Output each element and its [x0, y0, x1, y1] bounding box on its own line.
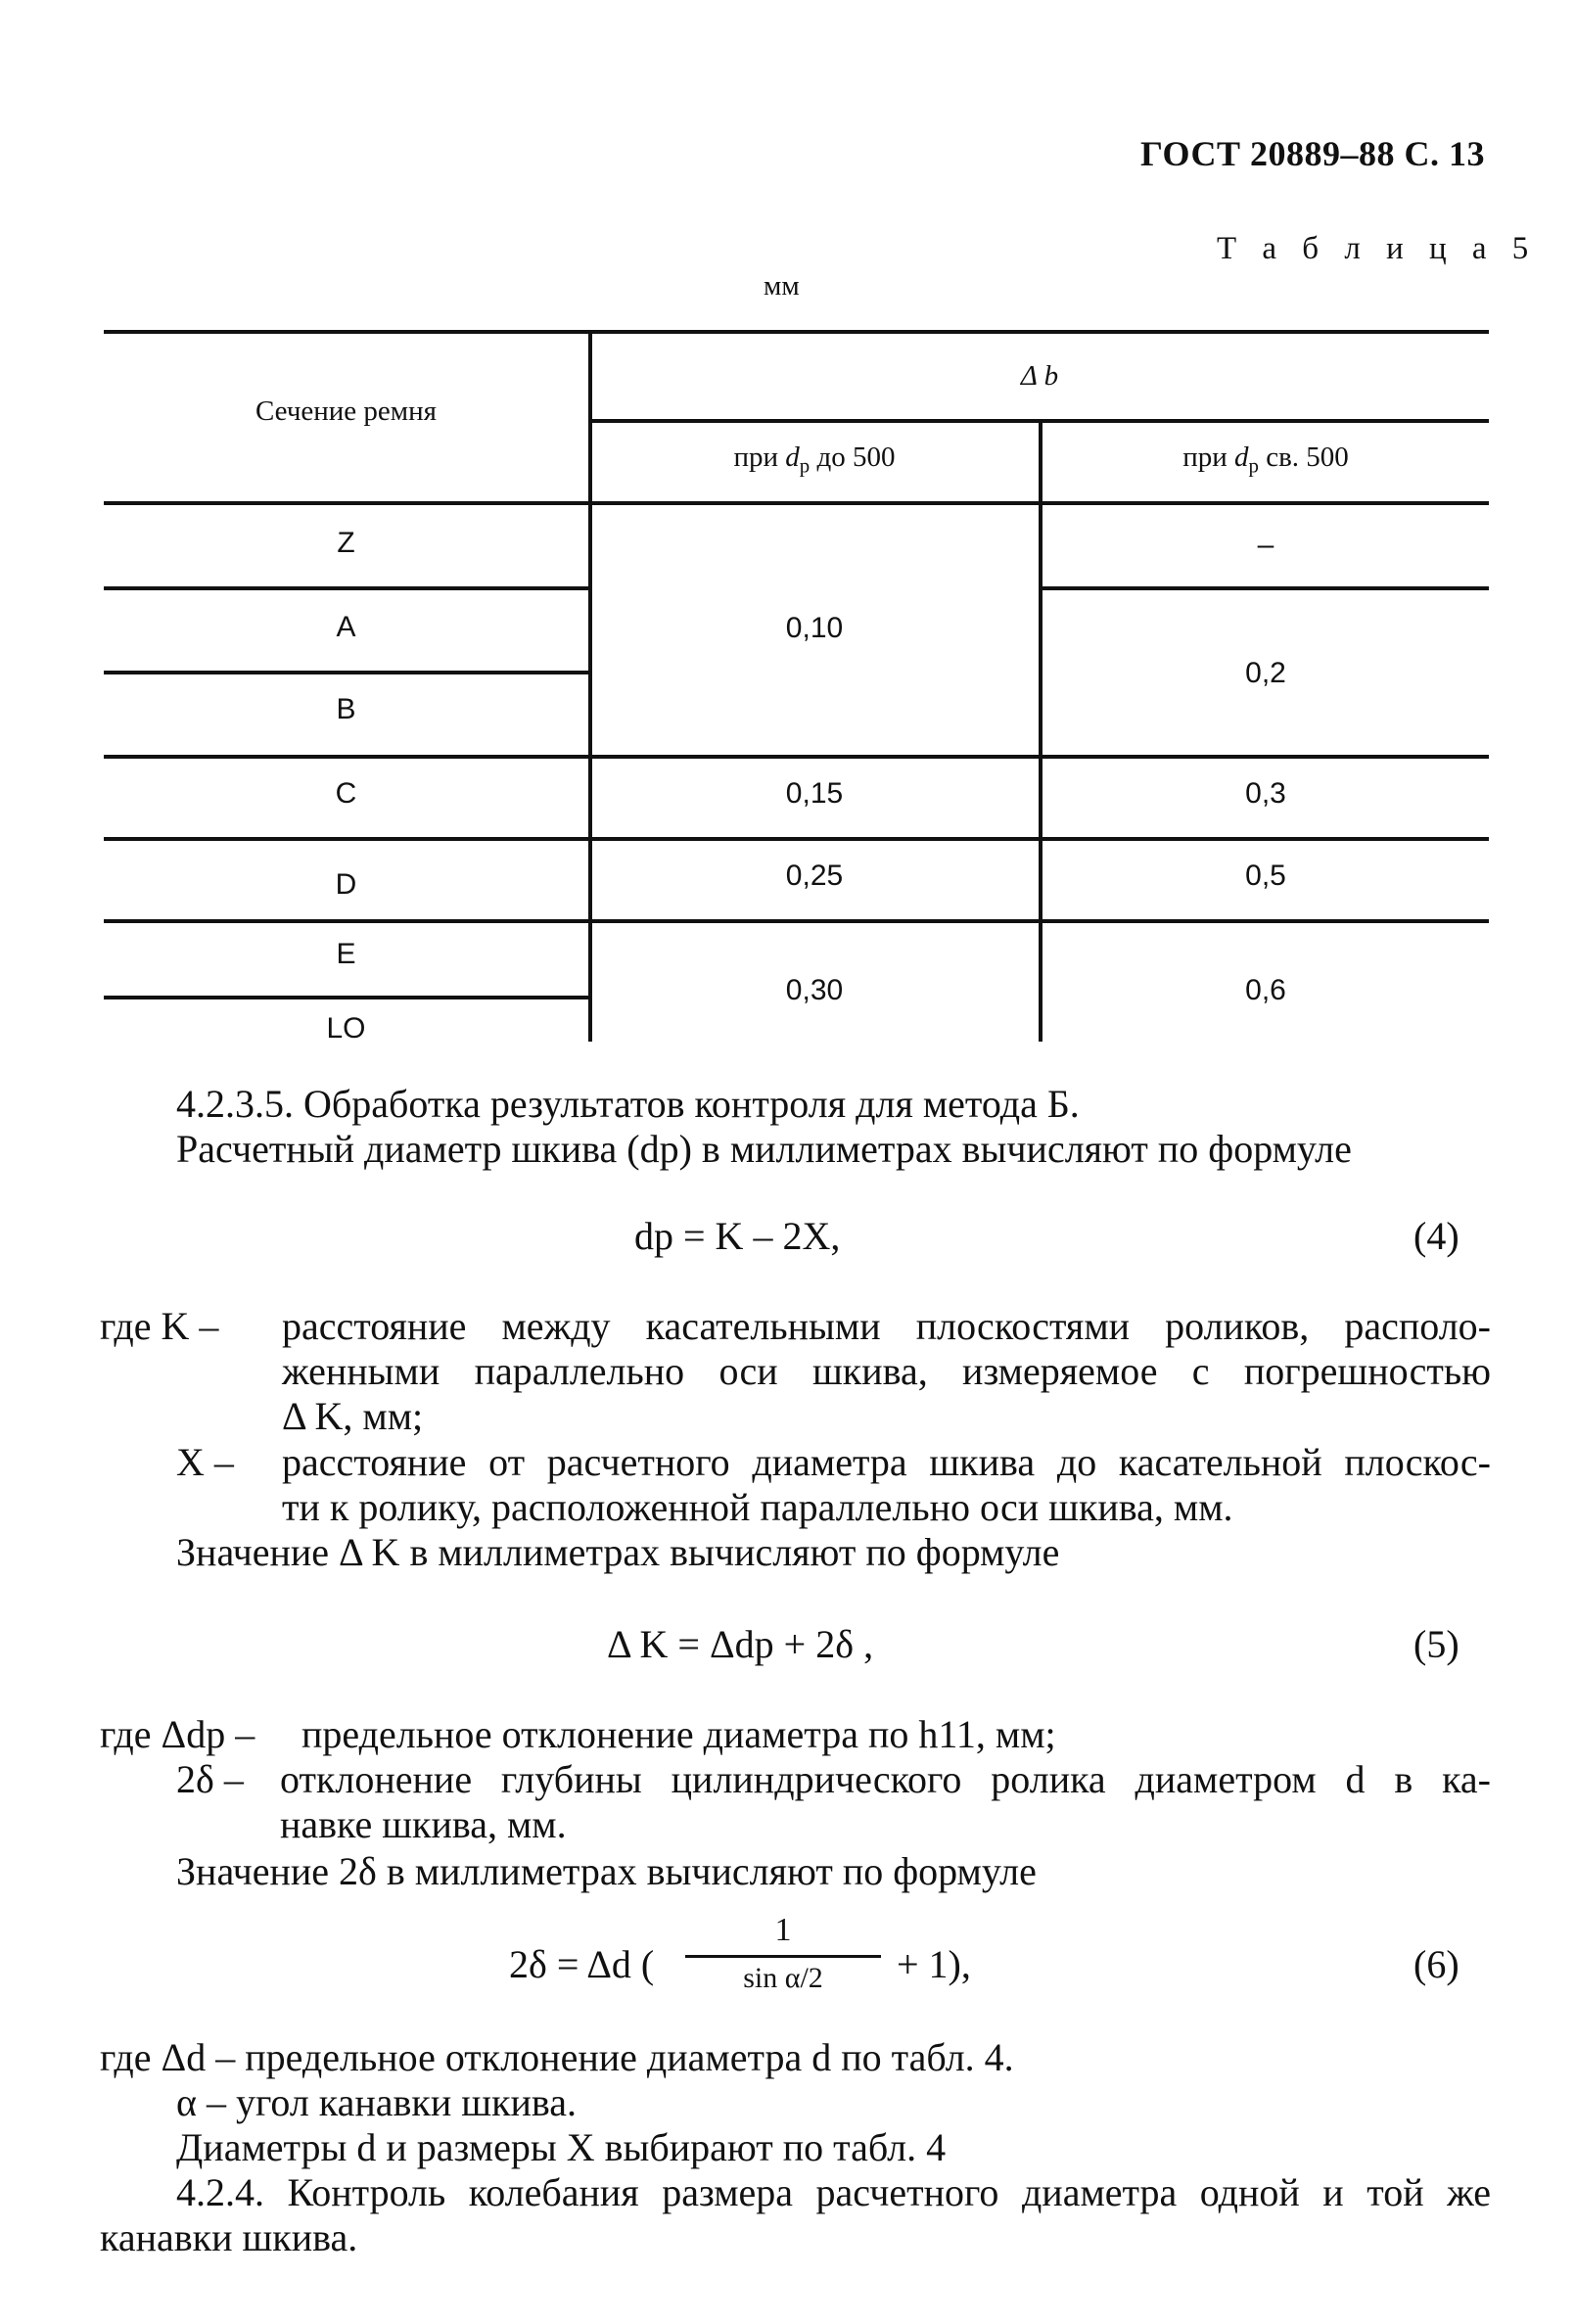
row-label-lo: LO: [326, 1012, 366, 1045]
fraction-denominator: sin α/2: [743, 1962, 823, 1994]
fraction-numerator: 1: [774, 1912, 792, 1948]
row-label-z: Z: [337, 527, 355, 559]
page-header: ГОСТ 20889–88 С. 13: [1140, 134, 1485, 173]
value-col2-d: 0,5: [1245, 860, 1286, 892]
paragraph-4-2-4-line1: 4.2.4. Контроль колебания размера расчетного диаметра одной и той же: [176, 2170, 1491, 2214]
fraction-bar: [685, 1955, 881, 1958]
value-col1-c: 0,15: [785, 777, 844, 810]
where-x-lead: X –: [176, 1440, 234, 1484]
formula-6-right: + 1),: [897, 1942, 971, 1986]
where-x-line1: расстояние от расчетного диаметра шкива до касательной плоскос-: [282, 1440, 1491, 1484]
table-col-rule: [1039, 419, 1042, 1042]
formula-5: Δ K = Δdр + 2δ ,: [607, 1622, 874, 1666]
where-alpha-line: α – угол канавки шкива.: [176, 2080, 578, 2124]
prefix: при: [1182, 442, 1228, 473]
paragraph-diameters: Диаметры d и размеры X выбирают по табл. 4: [176, 2125, 947, 2169]
row-label-c: C: [335, 777, 357, 810]
row-rule: [104, 837, 1489, 841]
where-2delta-lead: 2δ –: [176, 1757, 244, 1801]
row-label-e: E: [336, 938, 356, 970]
where-2delta-line1: отклонение глубины цилиндрического ролика диаметром d в ка-: [280, 1757, 1491, 1801]
formula-6-left: 2δ = Δd (: [509, 1942, 655, 1986]
row-label-a: A: [336, 611, 356, 643]
value-col2-ab: 0,2: [1245, 657, 1286, 689]
row-label-b: B: [336, 693, 356, 725]
formula-6-fraction: [675, 1914, 891, 1993]
row-rule: [104, 671, 590, 674]
paragraph-4-2-3-5: 4.2.3.5. Обработка результатов контроля для метода Б.: [176, 1082, 1080, 1126]
where-k-line1: расстояние между касательными плоскостями роликов, располо-: [282, 1304, 1491, 1348]
value-col1-zab: 0,10: [785, 612, 844, 644]
suffix: св. 500: [1266, 442, 1349, 473]
paragraph-4-2-4-line2: канавки шкива.: [100, 2215, 358, 2259]
where-x-line2: ти к ролику, расположенной параллельно оси шкива, мм.: [282, 1485, 1233, 1529]
table-unit: мм: [764, 270, 800, 302]
header-dp-over-500: [1042, 443, 1489, 476]
row-rule: [104, 755, 1489, 759]
row-rule: [104, 919, 1489, 923]
where-ddp-line: предельное отклонение диаметра по h11, мм;: [301, 1712, 1056, 1756]
where-ddp-lead: где Δdр –: [100, 1712, 255, 1756]
value-col1-elo: 0,30: [785, 974, 844, 1006]
table-col-rule: [588, 330, 592, 1042]
header-dp-upto-500: [590, 443, 1039, 476]
header-delta-b: Δ b: [1020, 360, 1059, 392]
d-symbol: d: [785, 442, 800, 473]
equation-number-5: (5): [1413, 1622, 1459, 1666]
where-k-line3: Δ K, мм;: [282, 1394, 424, 1438]
paragraph-dk-intro: Значение Δ K в миллиметрах вычисляют по формуле: [176, 1530, 1060, 1574]
value-col2-elo: 0,6: [1245, 974, 1286, 1006]
value-col2-z: –: [1257, 529, 1274, 561]
d-subscript: р: [1248, 453, 1259, 478]
row-rule: [1041, 586, 1489, 590]
paragraph-dp-intro: Расчетный диаметр шкива (dр) в миллиметрах вычисляют по формуле: [176, 1127, 1352, 1171]
formula-4: dр = K – 2X,: [634, 1214, 841, 1258]
table-caption: Т а б л и ц а 5: [1217, 231, 1538, 266]
equation-number-4: (4): [1413, 1214, 1459, 1258]
table-header-bottom-rule: [104, 501, 1489, 505]
where-dd-line: где Δd – предельное отклонение диаметра d по табл. 4.: [100, 2035, 1014, 2079]
value-col2-c: 0,3: [1245, 777, 1286, 810]
paragraph-2delta-intro: Значение 2δ в миллиметрах вычисляют по формуле: [176, 1849, 1037, 1893]
d-subscript: р: [799, 453, 811, 478]
row-rule: [104, 996, 590, 999]
table-top-rule: [104, 330, 1489, 334]
row-rule: [104, 586, 590, 590]
d-symbol: d: [1234, 442, 1249, 473]
where-2delta-line2: навке шкива, мм.: [280, 1802, 567, 1846]
equation-number-6: (6): [1413, 1942, 1459, 1986]
value-col1-d: 0,25: [785, 860, 844, 892]
where-k-line2: женными параллельно оси шкива, измеряемое с погрешностью: [282, 1349, 1491, 1393]
header-section: Сечение ремня: [255, 395, 438, 427]
row-label-d: D: [335, 868, 357, 901]
suffix: до 500: [816, 442, 896, 473]
prefix: при: [733, 442, 779, 473]
where-k-lead: где K –: [100, 1304, 219, 1348]
